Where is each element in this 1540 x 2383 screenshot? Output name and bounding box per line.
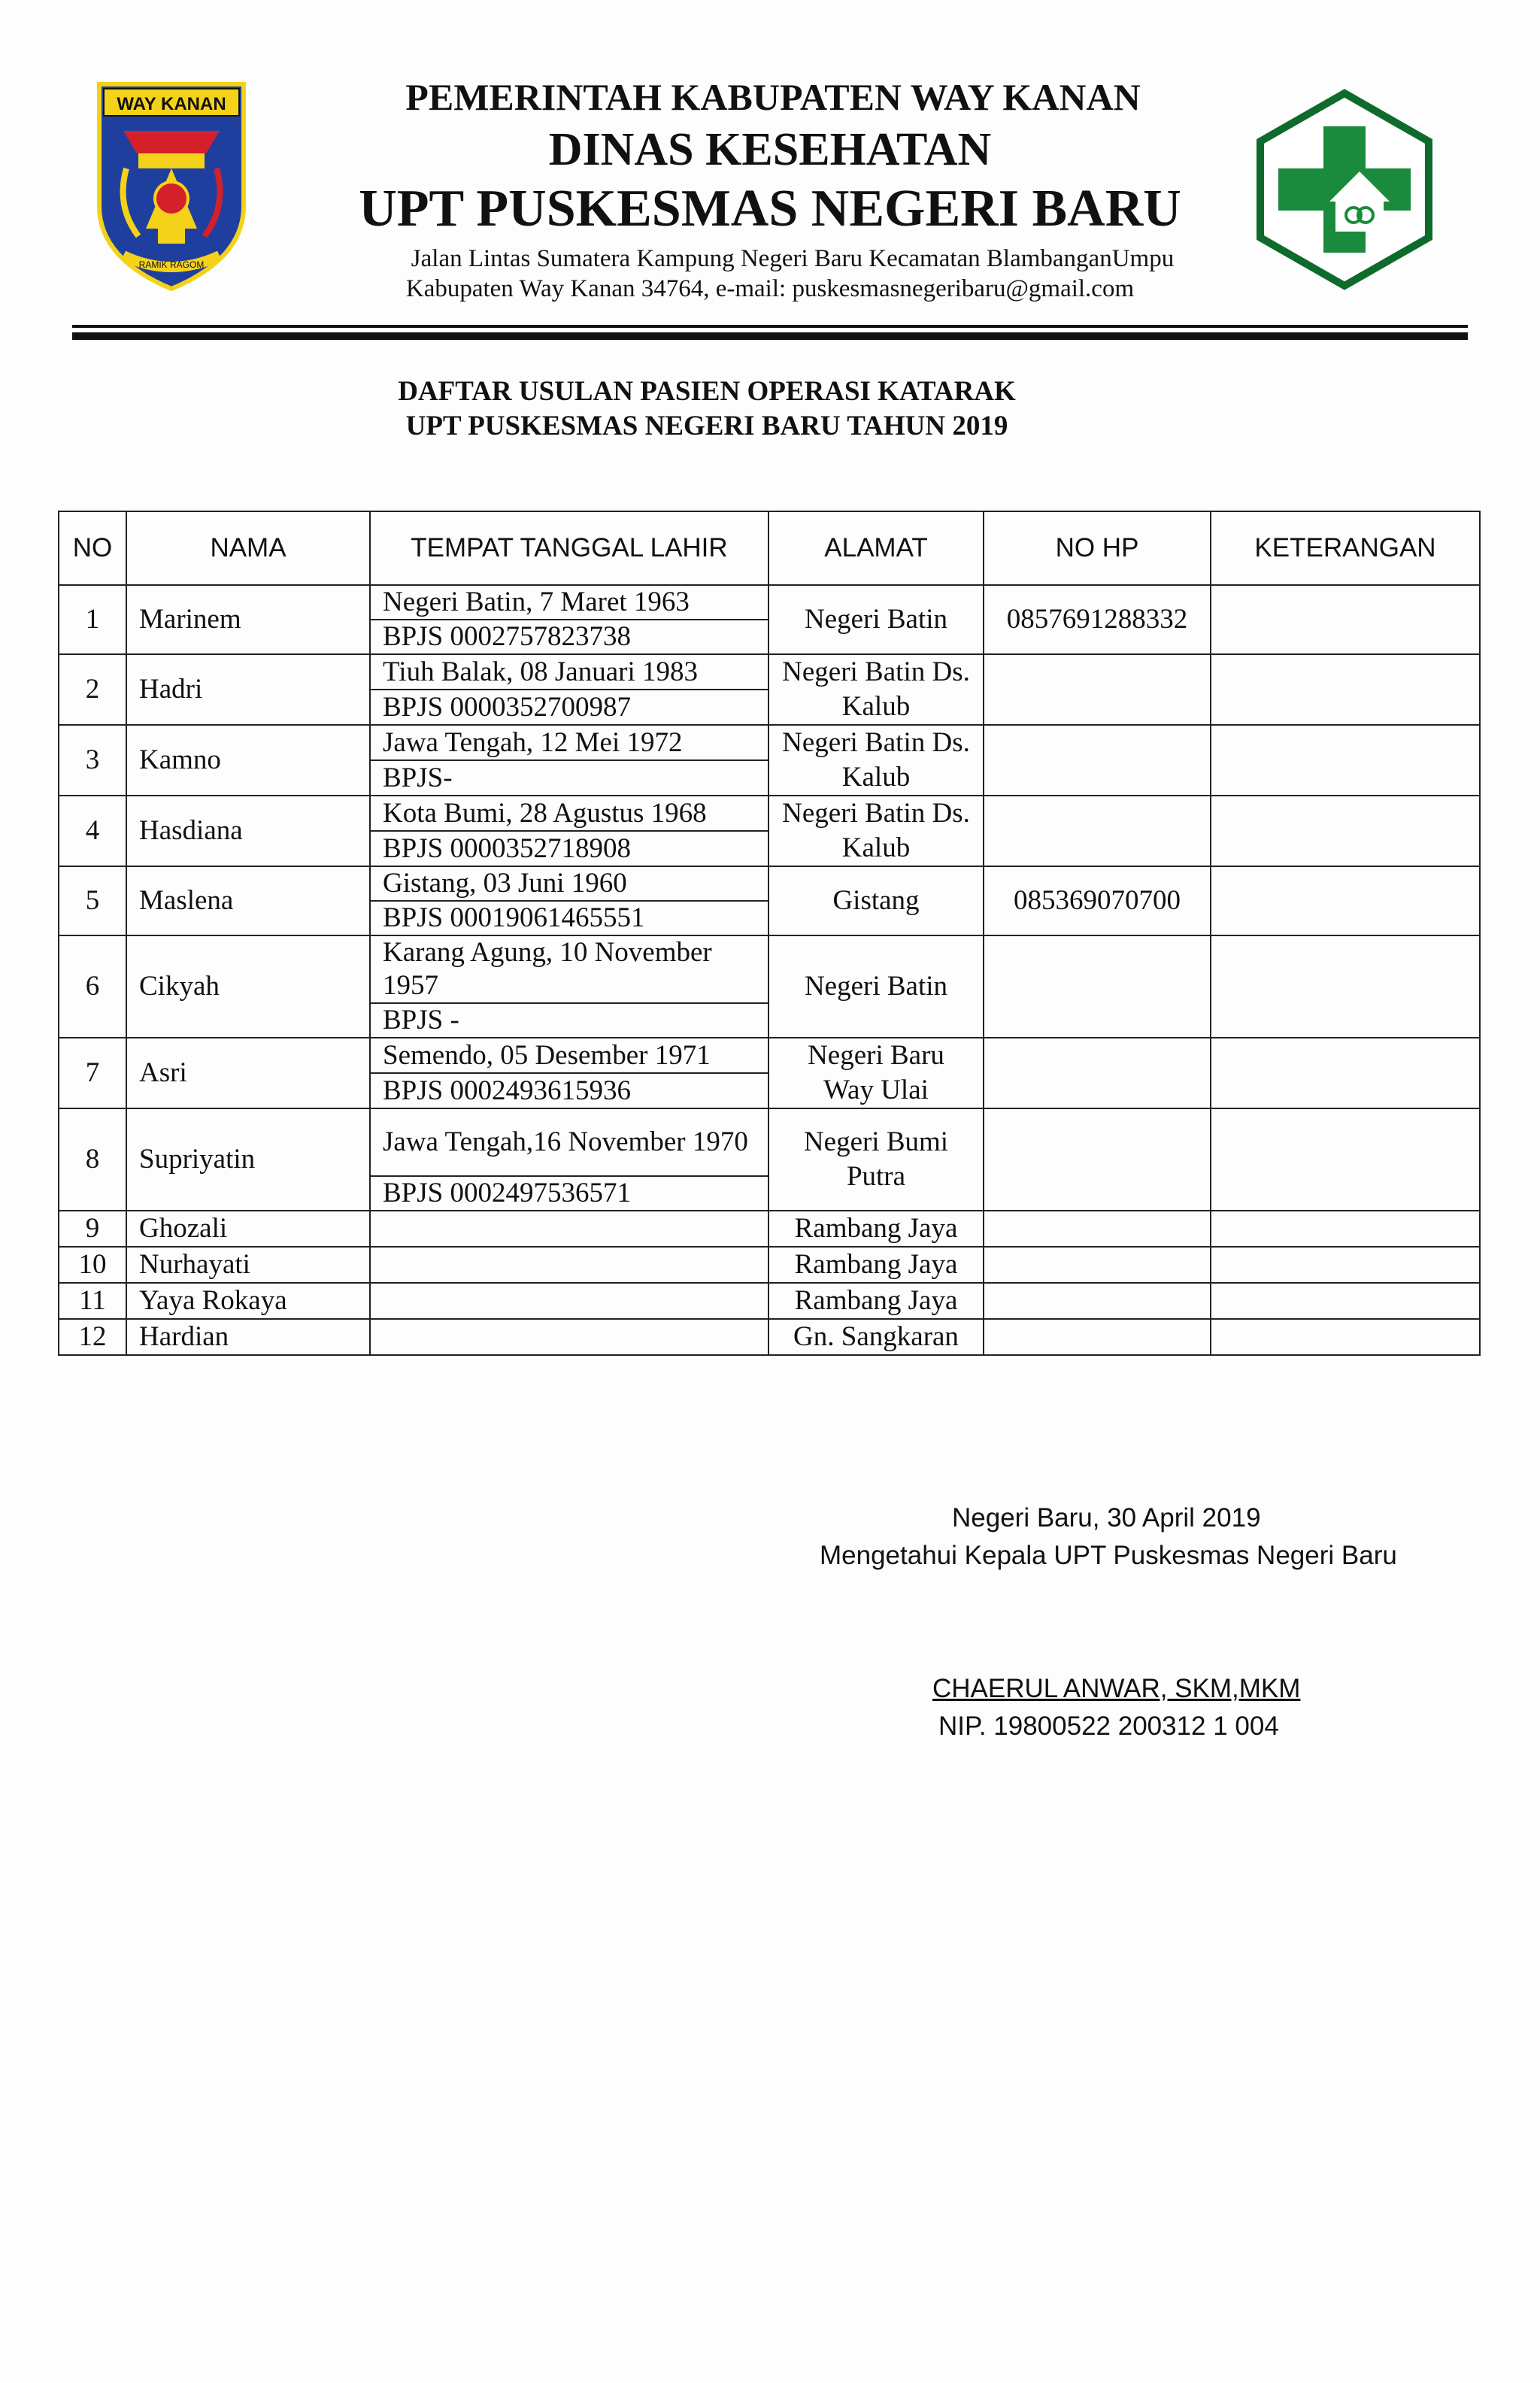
header-divider-thick <box>72 332 1468 340</box>
cell-no: 10 <box>59 1247 126 1283</box>
cell-ttl: Negeri Batin, 7 Maret 1963 <box>370 585 768 620</box>
cell-nama: Maslena <box>126 866 370 935</box>
cell-no: 12 <box>59 1319 126 1355</box>
table-row <box>59 796 1480 831</box>
document-title <box>0 374 1414 444</box>
logo-left-title: WAY KANAN <box>117 94 226 114</box>
cell-bpjs: BPJS- <box>370 760 768 796</box>
cell-alamat: Gistang <box>768 866 984 935</box>
cell-keterangan <box>1211 585 1480 654</box>
cell-nama: Hardian <box>126 1319 370 1355</box>
cell-bpjs: BPJS 0002493615936 <box>370 1073 768 1108</box>
cell-nama: Marinem <box>126 585 370 654</box>
cell-bpjs: BPJS 00019061465551 <box>370 901 768 935</box>
col-header-nama: NAMA <box>126 511 370 585</box>
table-row <box>59 1283 1480 1319</box>
cell-nama: Kamno <box>126 725 370 796</box>
cell-no: 1 <box>59 585 126 654</box>
signature-nip: NIP. 19800522 200312 1 004 <box>938 1711 1279 1741</box>
header-contact: Kabupaten Way Kanan 34764, e-mail: puskesmasnegeribaru@gmail.com <box>405 275 1135 302</box>
cell-no: 5 <box>59 866 126 935</box>
cell-alamat: Negeri Batin Ds. Kalub <box>768 796 984 866</box>
cell-hp <box>984 1038 1211 1108</box>
header-address: Jalan Lintas Sumatera Kampung Negeri Baru Kecamatan BlambanganUmpu <box>411 245 1175 272</box>
cell-nama: Yaya Rokaya <box>126 1283 370 1319</box>
cell-hp: 0857691288332 <box>984 585 1211 654</box>
cell-keterangan <box>1211 796 1480 866</box>
col-header-hp: NO HP <box>984 511 1211 585</box>
cell-keterangan <box>1211 1211 1480 1247</box>
cell-nama: Supriyatin <box>126 1108 370 1211</box>
document-title-line1: DAFTAR USULAN PASIEN OPERASI KATARAK <box>398 376 1016 407</box>
logo-left-motto: RAMIK RAGOM <box>138 259 205 270</box>
cell-ttl: Jawa Tengah, 12 Mei 1972 <box>370 725 768 760</box>
table-row <box>59 585 1480 620</box>
cell-alamat: Rambang Jaya <box>768 1247 984 1283</box>
col-header-ttl: TEMPAT TANGGAL LAHIR <box>370 511 768 585</box>
cell-alamat: Negeri Bumi Putra <box>768 1108 984 1211</box>
cell-alamat: Gn. Sangkaran <box>768 1319 984 1355</box>
cell-ttl <box>370 1319 768 1355</box>
cell-keterangan <box>1211 725 1480 796</box>
cell-alamat: Negeri Baru Way Ulai <box>768 1038 984 1108</box>
cell-keterangan <box>1211 654 1480 725</box>
cell-keterangan <box>1211 1247 1480 1283</box>
cell-ttl: Kota Bumi, 28 Agustus 1968 <box>370 796 768 831</box>
cell-hp <box>984 1247 1211 1283</box>
cell-alamat: Rambang Jaya <box>768 1211 984 1247</box>
table-row <box>59 1319 1480 1355</box>
cell-no: 3 <box>59 725 126 796</box>
cell-bpjs: BPJS 0000352718908 <box>370 831 768 866</box>
table-header-row <box>59 511 1480 585</box>
cell-nama: Cikyah <box>126 935 370 1038</box>
cell-ttl <box>370 1247 768 1283</box>
col-header-alamat: ALAMAT <box>768 511 984 585</box>
cell-no: 4 <box>59 796 126 866</box>
table-row <box>59 654 1480 690</box>
cell-nama: Nurhayati <box>126 1247 370 1283</box>
cell-ttl <box>370 1211 768 1247</box>
cell-ttl <box>370 1283 768 1319</box>
cell-hp <box>984 725 1211 796</box>
cell-bpjs: BPJS - <box>370 1003 768 1038</box>
cell-no: 2 <box>59 654 126 725</box>
cell-alamat: Negeri Batin <box>768 585 984 654</box>
table-row <box>59 1108 1480 1176</box>
table-row <box>59 866 1480 901</box>
cell-keterangan <box>1211 1108 1480 1211</box>
header-government: PEMERINTAH KABUPATEN WAY KANAN <box>405 76 1141 118</box>
header-agency: DINAS KESEHATAN <box>548 124 992 175</box>
cell-hp <box>984 935 1211 1038</box>
table-row <box>59 725 1480 760</box>
cell-nama: Asri <box>126 1038 370 1108</box>
signature-role: Mengetahui Kepala UPT Puskesmas Negeri Baru <box>820 1541 1397 1570</box>
cell-hp <box>984 796 1211 866</box>
table-row <box>59 1247 1480 1283</box>
cell-hp <box>984 1211 1211 1247</box>
cell-hp <box>984 1319 1211 1355</box>
cell-keterangan <box>1211 1319 1480 1355</box>
header-institution: UPT PUSKESMAS NEGERI BARU <box>359 180 1181 238</box>
cell-keterangan <box>1211 1283 1480 1319</box>
col-header-keterangan: KETERANGAN <box>1211 511 1480 585</box>
cell-bpjs: BPJS 0000352700987 <box>370 690 768 725</box>
cell-alamat: Rambang Jaya <box>768 1283 984 1319</box>
cell-alamat: Negeri Batin Ds. Kalub <box>768 654 984 725</box>
cell-ttl: Semendo, 05 Desember 1971 <box>370 1038 768 1073</box>
cell-bpjs: BPJS 0002757823738 <box>370 620 768 654</box>
signature-place-date: Negeri Baru, 30 April 2019 <box>952 1503 1261 1533</box>
col-header-no: NO <box>59 511 126 585</box>
table-row <box>59 935 1480 1003</box>
cell-no: 11 <box>59 1283 126 1319</box>
cell-bpjs: BPJS 0002497536571 <box>370 1176 768 1211</box>
patient-table <box>58 511 1481 1356</box>
cell-no: 8 <box>59 1108 126 1211</box>
signature-name: CHAERUL ANWAR, SKM,MKM <box>932 1674 1301 1703</box>
cell-hp <box>984 1108 1211 1211</box>
cell-hp <box>984 1283 1211 1319</box>
cell-ttl: Tiuh Balak, 08 Januari 1983 <box>370 654 768 690</box>
cell-keterangan <box>1211 1038 1480 1108</box>
cell-ttl: Karang Agung, 10 November 1957 <box>370 935 768 1003</box>
cell-keterangan <box>1211 935 1480 1038</box>
table-row <box>59 1211 1480 1247</box>
cell-nama: Ghozali <box>126 1211 370 1247</box>
cell-nama: Hadri <box>126 654 370 725</box>
header-divider-thin <box>72 325 1468 328</box>
cell-nama: Hasdiana <box>126 796 370 866</box>
cell-hp <box>984 654 1211 725</box>
document-title-line2: UPT PUSKESMAS NEGERI BARU TAHUN 2019 <box>405 411 1008 441</box>
cell-ttl: Gistang, 03 Juni 1960 <box>370 866 768 901</box>
cell-alamat: Negeri Batin <box>768 935 984 1038</box>
cell-keterangan <box>1211 866 1480 935</box>
cell-alamat: Negeri Batin Ds. Kalub <box>768 725 984 796</box>
cell-hp: 085369070700 <box>984 866 1211 935</box>
table-row <box>59 1038 1480 1073</box>
cell-no: 7 <box>59 1038 126 1108</box>
cell-no: 9 <box>59 1211 126 1247</box>
cell-ttl: Jawa Tengah,16 November 1970 <box>370 1108 768 1176</box>
cell-no: 6 <box>59 935 126 1038</box>
